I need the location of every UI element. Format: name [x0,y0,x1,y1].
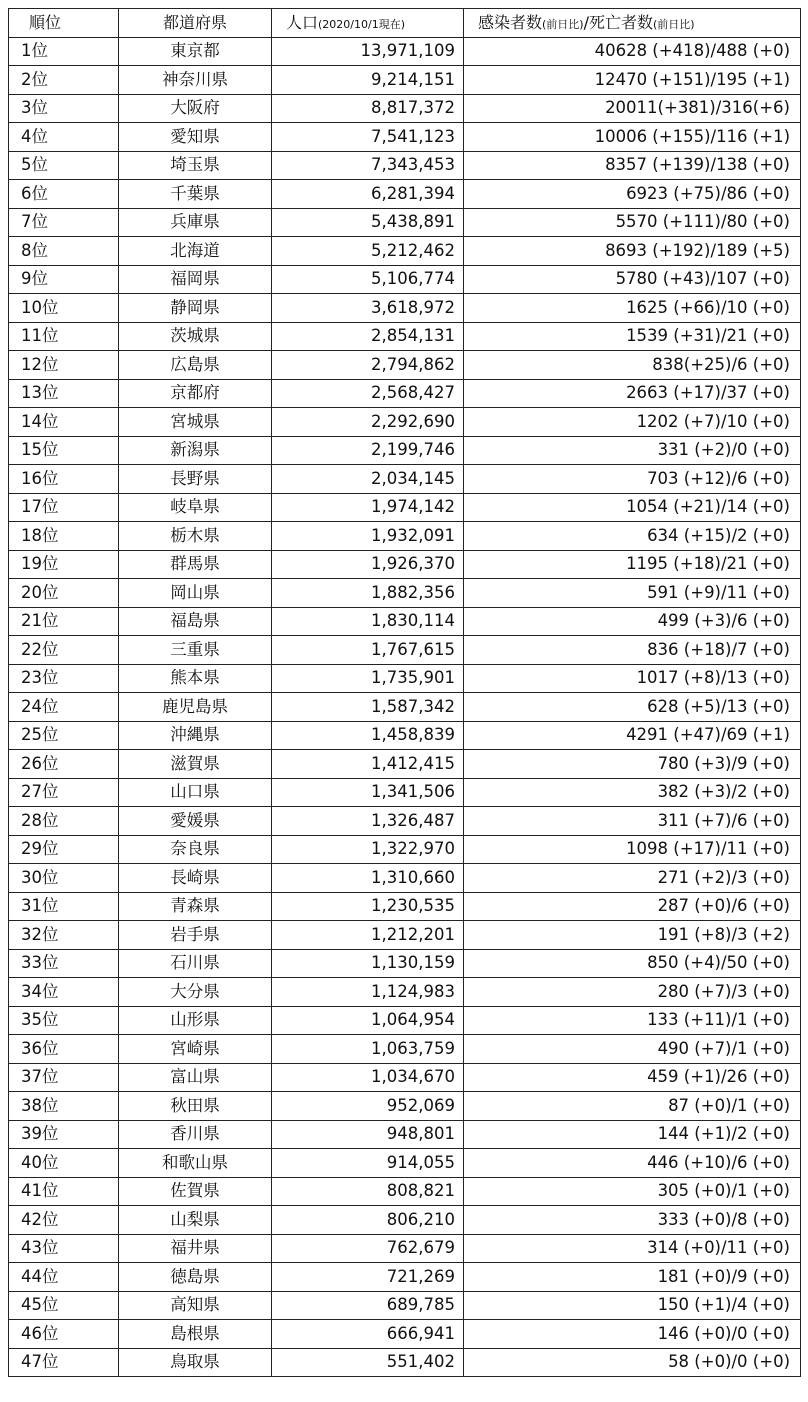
table-row [9,607,801,636]
prefecture-cell: 山梨県 [119,1206,272,1235]
population-cell: 808,821 [272,1177,464,1206]
prefecture-cell: 奈良県 [119,835,272,864]
cases-cell: 1017 (+8)/13 (+0) [464,664,801,693]
rank-cell: 17位 [9,493,119,522]
rank-cell: 1位 [9,37,119,66]
prefecture-cell: 宮崎県 [119,1035,272,1064]
population-cell: 914,055 [272,1149,464,1178]
prefecture-cell: 石川県 [119,949,272,978]
population-cell: 1,310,660 [272,864,464,893]
prefecture-cell: 富山県 [119,1063,272,1092]
prefecture-cell: 神奈川県 [119,66,272,95]
prefecture-cell: 愛知県 [119,123,272,152]
cases-cell: 144 (+1)/2 (+0) [464,1120,801,1149]
rank-cell: 14位 [9,408,119,437]
rank-cell: 36位 [9,1035,119,1064]
rank-cell: 31位 [9,892,119,921]
rank-cell: 47位 [9,1348,119,1377]
population-cell: 948,801 [272,1120,464,1149]
population-cell: 2,794,862 [272,351,464,380]
population-cell: 1,212,201 [272,921,464,950]
table-row [9,265,801,294]
population-cell: 1,326,487 [272,807,464,836]
cases-cell: 490 (+7)/1 (+0) [464,1035,801,1064]
table-row [9,921,801,950]
table-row [9,636,801,665]
prefecture-cell: 福井県 [119,1234,272,1263]
cases-cell: 146 (+0)/0 (+0) [464,1320,801,1349]
rank-cell: 9位 [9,265,119,294]
header-cases-deaths [464,9,801,38]
table-row [9,693,801,722]
rank-cell: 18位 [9,522,119,551]
prefecture-cell: 北海道 [119,237,272,266]
prefecture-cell: 宮城県 [119,408,272,437]
table-row [9,379,801,408]
prefecture-cell: 愛媛県 [119,807,272,836]
population-cell: 1,124,983 [272,978,464,1007]
cases-cell: 628 (+5)/13 (+0) [464,693,801,722]
prefecture-cell: 長崎県 [119,864,272,893]
table-row [9,436,801,465]
prefecture-cell: 京都府 [119,379,272,408]
population-cell: 5,438,891 [272,208,464,237]
header-row [9,9,801,38]
cases-cell: 305 (+0)/1 (+0) [464,1177,801,1206]
table-row [9,1234,801,1263]
table-row [9,1263,801,1292]
table-row [9,892,801,921]
cases-cell: 333 (+0)/8 (+0) [464,1206,801,1235]
cases-cell: 8693 (+192)/189 (+5) [464,237,801,266]
population-cell: 2,568,427 [272,379,464,408]
header-cases-note: (前日比) [542,17,584,31]
cases-cell: 10006 (+155)/116 (+1) [464,123,801,152]
rank-cell: 7位 [9,208,119,237]
header-separator: / [583,12,589,32]
prefecture-cell: 岡山県 [119,579,272,608]
header-deaths-label: 死亡者数 [589,12,654,32]
rank-cell: 42位 [9,1206,119,1235]
prefecture-cell: 茨城県 [119,322,272,351]
table-row [9,807,801,836]
table-row [9,721,801,750]
table-row [9,1006,801,1035]
table-body [9,37,801,1377]
cases-cell: 1195 (+18)/21 (+0) [464,550,801,579]
cases-cell: 280 (+7)/3 (+0) [464,978,801,1007]
table-row [9,978,801,1007]
population-cell: 551,402 [272,1348,464,1377]
prefecture-cell: 埼玉県 [119,151,272,180]
table-row [9,351,801,380]
prefecture-cell: 岐阜県 [119,493,272,522]
rank-cell: 22位 [9,636,119,665]
rank-cell: 41位 [9,1177,119,1206]
population-cell: 721,269 [272,1263,464,1292]
table-row [9,151,801,180]
rank-cell: 3位 [9,94,119,123]
table-row [9,1035,801,1064]
rank-cell: 46位 [9,1320,119,1349]
population-cell: 952,069 [272,1092,464,1121]
table-row [9,123,801,152]
cases-cell: 591 (+9)/11 (+0) [464,579,801,608]
cases-cell: 1625 (+66)/10 (+0) [464,294,801,323]
rank-cell: 6位 [9,180,119,209]
table-row [9,664,801,693]
prefecture-cell: 滋賀県 [119,750,272,779]
rank-cell: 34位 [9,978,119,1007]
rank-cell: 30位 [9,864,119,893]
rank-cell: 8位 [9,237,119,266]
rank-cell: 43位 [9,1234,119,1263]
table-row [9,550,801,579]
population-cell: 1,034,670 [272,1063,464,1092]
population-cell: 13,971,109 [272,37,464,66]
population-cell: 1,230,535 [272,892,464,921]
cases-cell: 4291 (+47)/69 (+1) [464,721,801,750]
population-cell: 806,210 [272,1206,464,1235]
prefecture-cell: 高知県 [119,1291,272,1320]
population-cell: 5,106,774 [272,265,464,294]
table-row [9,94,801,123]
prefecture-cell: 島根県 [119,1320,272,1349]
table-row [9,1092,801,1121]
table-row [9,1206,801,1235]
cases-cell: 58 (+0)/0 (+0) [464,1348,801,1377]
cases-cell: 5780 (+43)/107 (+0) [464,265,801,294]
population-cell: 762,679 [272,1234,464,1263]
table-row [9,778,801,807]
rank-cell: 11位 [9,322,119,351]
prefecture-cell: 秋田県 [119,1092,272,1121]
header-population-note: (2020/10/1現在) [318,17,406,31]
cases-cell: 271 (+2)/3 (+0) [464,864,801,893]
prefecture-cell: 広島県 [119,351,272,380]
header-population [272,9,464,38]
table-row [9,1177,801,1206]
cases-cell: 12470 (+151)/195 (+1) [464,66,801,95]
prefecture-cell: 東京都 [119,37,272,66]
prefecture-cell: 岩手県 [119,921,272,950]
population-cell: 689,785 [272,1291,464,1320]
cases-cell: 191 (+8)/3 (+2) [464,921,801,950]
cases-cell: 314 (+0)/11 (+0) [464,1234,801,1263]
table-row [9,465,801,494]
population-cell: 1,735,901 [272,664,464,693]
table-row [9,1291,801,1320]
table-row [9,493,801,522]
cases-cell: 1098 (+17)/11 (+0) [464,835,801,864]
rank-cell: 20位 [9,579,119,608]
population-cell: 1,130,159 [272,949,464,978]
prefecture-cell: 徳島県 [119,1263,272,1292]
rank-cell: 39位 [9,1120,119,1149]
population-cell: 1,458,839 [272,721,464,750]
rank-cell: 19位 [9,550,119,579]
rank-cell: 26位 [9,750,119,779]
prefecture-cell: 山形県 [119,1006,272,1035]
prefecture-cell: 福島県 [119,607,272,636]
table-row [9,37,801,66]
population-cell: 2,292,690 [272,408,464,437]
prefecture-cell: 鹿児島県 [119,693,272,722]
cases-cell: 5570 (+111)/80 (+0) [464,208,801,237]
header-rank: 順位 [9,9,119,38]
cases-cell: 2663 (+17)/37 (+0) [464,379,801,408]
population-cell: 2,854,131 [272,322,464,351]
cases-cell: 20011(+381)/316(+6) [464,94,801,123]
rank-cell: 40位 [9,1149,119,1178]
prefecture-cell: 静岡県 [119,294,272,323]
prefecture-cell: 山口県 [119,778,272,807]
table-row [9,1320,801,1349]
table-row [9,237,801,266]
prefecture-cell: 兵庫県 [119,208,272,237]
population-cell: 1,412,415 [272,750,464,779]
cases-cell: 6923 (+75)/86 (+0) [464,180,801,209]
population-cell: 1,341,506 [272,778,464,807]
prefecture-cell: 新潟県 [119,436,272,465]
prefecture-cell: 福岡県 [119,265,272,294]
rank-cell: 25位 [9,721,119,750]
table-row [9,835,801,864]
table-row [9,1149,801,1178]
cases-cell: 133 (+11)/1 (+0) [464,1006,801,1035]
cases-cell: 459 (+1)/26 (+0) [464,1063,801,1092]
table-row [9,208,801,237]
rank-cell: 24位 [9,693,119,722]
cases-cell: 703 (+12)/6 (+0) [464,465,801,494]
population-cell: 666,941 [272,1320,464,1349]
cases-cell: 634 (+15)/2 (+0) [464,522,801,551]
prefecture-cell: 千葉県 [119,180,272,209]
population-cell: 1,767,615 [272,636,464,665]
prefecture-cell: 熊本県 [119,664,272,693]
population-cell: 3,618,972 [272,294,464,323]
table-row [9,1120,801,1149]
rank-cell: 44位 [9,1263,119,1292]
rank-cell: 37位 [9,1063,119,1092]
population-cell: 1,974,142 [272,493,464,522]
cases-cell: 446 (+10)/6 (+0) [464,1149,801,1178]
prefecture-cell: 大分県 [119,978,272,1007]
rank-cell: 13位 [9,379,119,408]
prefecture-ranking-table [8,8,801,1377]
table-row [9,408,801,437]
rank-cell: 4位 [9,123,119,152]
header-population-label: 人口 [286,12,319,32]
cases-cell: 382 (+3)/2 (+0) [464,778,801,807]
population-cell: 1,587,342 [272,693,464,722]
cases-cell: 287 (+0)/6 (+0) [464,892,801,921]
rank-cell: 5位 [9,151,119,180]
header-cases-label: 感染者数 [478,12,543,32]
table-row [9,949,801,978]
population-cell: 8,817,372 [272,94,464,123]
cases-cell: 150 (+1)/4 (+0) [464,1291,801,1320]
prefecture-cell: 佐賀県 [119,1177,272,1206]
table-row [9,1063,801,1092]
table-row [9,322,801,351]
population-cell: 5,212,462 [272,237,464,266]
rank-cell: 35位 [9,1006,119,1035]
population-cell: 7,541,123 [272,123,464,152]
rank-cell: 21位 [9,607,119,636]
cases-cell: 1202 (+7)/10 (+0) [464,408,801,437]
prefecture-cell: 和歌山県 [119,1149,272,1178]
header-deaths-note: (前日比) [653,17,695,31]
cases-cell: 780 (+3)/9 (+0) [464,750,801,779]
cases-cell: 838(+25)/6 (+0) [464,351,801,380]
prefecture-cell: 群馬県 [119,550,272,579]
cases-cell: 8357 (+139)/138 (+0) [464,151,801,180]
prefecture-cell: 三重県 [119,636,272,665]
prefecture-cell: 青森県 [119,892,272,921]
cases-cell: 836 (+18)/7 (+0) [464,636,801,665]
prefecture-cell: 沖縄県 [119,721,272,750]
population-cell: 7,343,453 [272,151,464,180]
rank-cell: 15位 [9,436,119,465]
population-cell: 1,830,114 [272,607,464,636]
table-row [9,180,801,209]
table-row [9,66,801,95]
table-row [9,294,801,323]
prefecture-cell: 大阪府 [119,94,272,123]
prefecture-cell: 鳥取県 [119,1348,272,1377]
population-cell: 1,322,970 [272,835,464,864]
cases-cell: 181 (+0)/9 (+0) [464,1263,801,1292]
cases-cell: 40628 (+418)/488 (+0) [464,37,801,66]
table-row [9,579,801,608]
population-cell: 1,926,370 [272,550,464,579]
population-cell: 1,064,954 [272,1006,464,1035]
rank-cell: 38位 [9,1092,119,1121]
cases-cell: 1539 (+31)/21 (+0) [464,322,801,351]
cases-cell: 311 (+7)/6 (+0) [464,807,801,836]
rank-cell: 29位 [9,835,119,864]
rank-cell: 45位 [9,1291,119,1320]
prefecture-cell: 長野県 [119,465,272,494]
prefecture-cell: 香川県 [119,1120,272,1149]
prefecture-cell: 栃木県 [119,522,272,551]
rank-cell: 27位 [9,778,119,807]
population-cell: 1,882,356 [272,579,464,608]
population-cell: 6,281,394 [272,180,464,209]
header-prefecture: 都道府県 [119,9,272,38]
rank-cell: 23位 [9,664,119,693]
rank-cell: 10位 [9,294,119,323]
population-cell: 1,063,759 [272,1035,464,1064]
rank-cell: 2位 [9,66,119,95]
cases-cell: 850 (+4)/50 (+0) [464,949,801,978]
table-row [9,864,801,893]
rank-cell: 28位 [9,807,119,836]
rank-cell: 32位 [9,921,119,950]
population-cell: 1,932,091 [272,522,464,551]
rank-cell: 33位 [9,949,119,978]
population-cell: 9,214,151 [272,66,464,95]
population-cell: 2,199,746 [272,436,464,465]
rank-cell: 12位 [9,351,119,380]
cases-cell: 499 (+3)/6 (+0) [464,607,801,636]
cases-cell: 1054 (+21)/14 (+0) [464,493,801,522]
cases-cell: 331 (+2)/0 (+0) [464,436,801,465]
cases-cell: 87 (+0)/1 (+0) [464,1092,801,1121]
population-cell: 2,034,145 [272,465,464,494]
rank-cell: 16位 [9,465,119,494]
table-row [9,522,801,551]
table-row [9,750,801,779]
table-row [9,1348,801,1377]
